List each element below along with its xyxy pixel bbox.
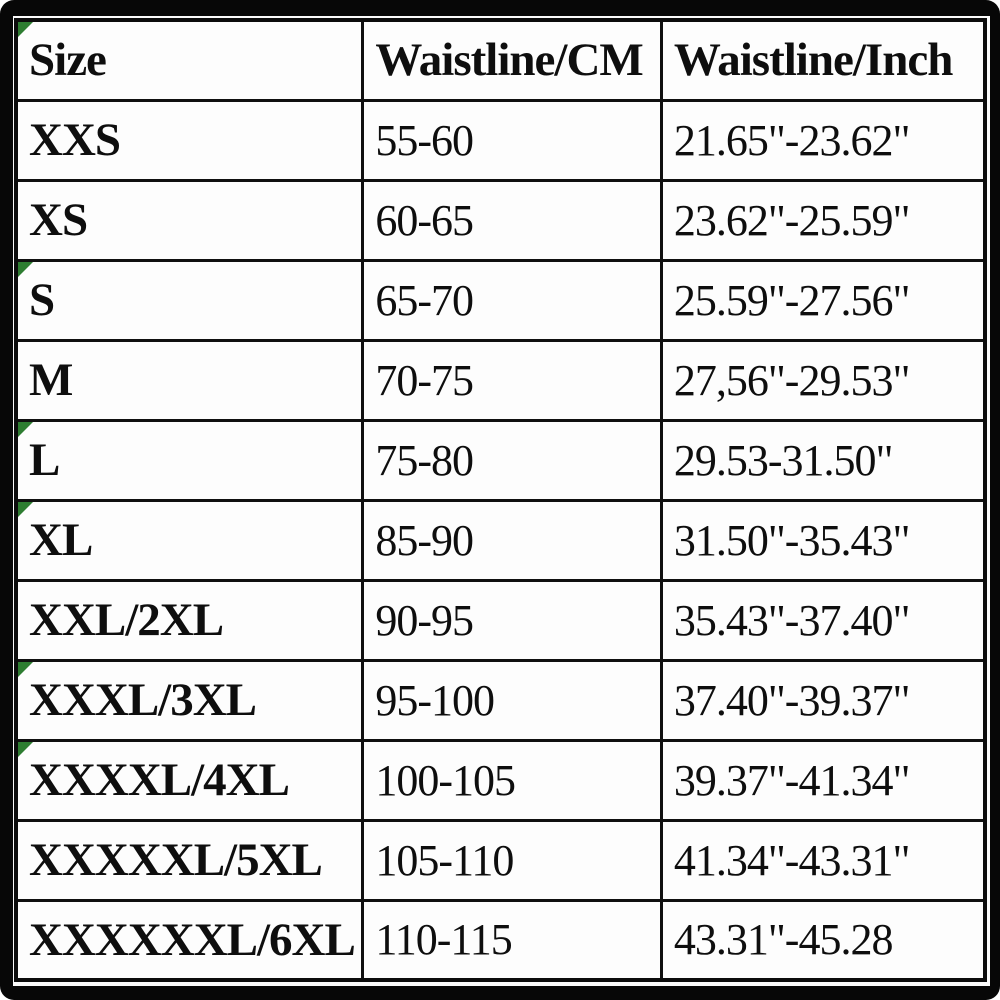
size-cell bbox=[16, 900, 363, 980]
inch-cell: 37.40"-39.37" bbox=[661, 660, 985, 740]
column-header-size bbox=[16, 20, 363, 100]
size-label: XXXL/3XL bbox=[29, 674, 257, 726]
size-label: XXS bbox=[29, 114, 121, 166]
inch-cell: 31.50"-35.43" bbox=[661, 500, 985, 580]
inch-cell: 35.43"-37.40" bbox=[661, 580, 985, 660]
size-chart-table bbox=[14, 18, 987, 982]
size-label: XXXXL/4XL bbox=[29, 754, 289, 806]
table-row bbox=[16, 580, 985, 660]
size-label: XXXXXL/5XL bbox=[29, 834, 322, 886]
inch-cell: 23.62"-25.59" bbox=[661, 180, 985, 260]
size-label: S bbox=[29, 274, 55, 326]
size-label: XL bbox=[29, 514, 93, 566]
column-header-cm bbox=[363, 20, 661, 100]
inch-cell: 41.34"-43.31" bbox=[661, 820, 985, 900]
excel-error-marker-icon bbox=[18, 742, 33, 757]
table-row bbox=[16, 660, 985, 740]
inch-cell: 29.53-31.50" bbox=[661, 420, 985, 500]
column-header-inch bbox=[661, 20, 985, 100]
cm-cell: 95-100 bbox=[363, 660, 661, 740]
cm-cell: 60-65 bbox=[363, 180, 661, 260]
table-row bbox=[16, 740, 985, 820]
size-cell bbox=[16, 180, 363, 260]
table-row bbox=[16, 180, 985, 260]
cm-cell: 75-80 bbox=[363, 420, 661, 500]
size-cell bbox=[16, 820, 363, 900]
excel-error-marker-icon bbox=[18, 422, 33, 437]
inch-cell: 43.31"-45.28 bbox=[661, 900, 985, 980]
table-row bbox=[16, 340, 985, 420]
cm-cell: 55-60 bbox=[363, 100, 661, 180]
size-cell bbox=[16, 420, 363, 500]
size-cell bbox=[16, 500, 363, 580]
size-cell bbox=[16, 580, 363, 660]
cm-cell: 70-75 bbox=[363, 340, 661, 420]
cm-cell: 85-90 bbox=[363, 500, 661, 580]
cm-cell: 90-95 bbox=[363, 580, 661, 660]
size-label: XS bbox=[29, 194, 88, 246]
excel-error-marker-icon bbox=[18, 22, 33, 37]
table-row bbox=[16, 100, 985, 180]
excel-error-marker-icon bbox=[18, 502, 33, 517]
table-row bbox=[16, 420, 985, 500]
spreadsheet-area bbox=[13, 16, 990, 986]
size-cell bbox=[16, 740, 363, 820]
excel-error-marker-icon bbox=[18, 262, 33, 277]
size-label: M bbox=[29, 354, 73, 406]
cm-cell: 65-70 bbox=[363, 260, 661, 340]
column-header-label: Waistline/Inch bbox=[673, 34, 953, 87]
size-cell bbox=[16, 260, 363, 340]
size-cell bbox=[16, 340, 363, 420]
inch-cell: 25.59"-27.56" bbox=[661, 260, 985, 340]
cm-cell: 110-115 bbox=[363, 900, 661, 980]
size-cell bbox=[16, 660, 363, 740]
table-row bbox=[16, 900, 985, 980]
size-label: XXXXXXL/6XL bbox=[29, 913, 355, 966]
size-label: L bbox=[29, 434, 60, 486]
size-label: XXL/2XL bbox=[29, 594, 224, 646]
table-row bbox=[16, 260, 985, 340]
cm-cell: 100-105 bbox=[363, 740, 661, 820]
column-header-label: Waistline/CM bbox=[375, 34, 643, 87]
inch-cell: 27,56"-29.53" bbox=[661, 340, 985, 420]
table-row bbox=[16, 500, 985, 580]
inch-cell: 39.37"-41.34" bbox=[661, 740, 985, 820]
header-row bbox=[16, 20, 985, 100]
inch-cell: 21.65"-23.62" bbox=[661, 100, 985, 180]
table-row bbox=[16, 820, 985, 900]
size-cell bbox=[16, 100, 363, 180]
cm-cell: 105-110 bbox=[363, 820, 661, 900]
column-header-label: Size bbox=[29, 34, 106, 87]
excel-error-marker-icon bbox=[18, 662, 33, 677]
